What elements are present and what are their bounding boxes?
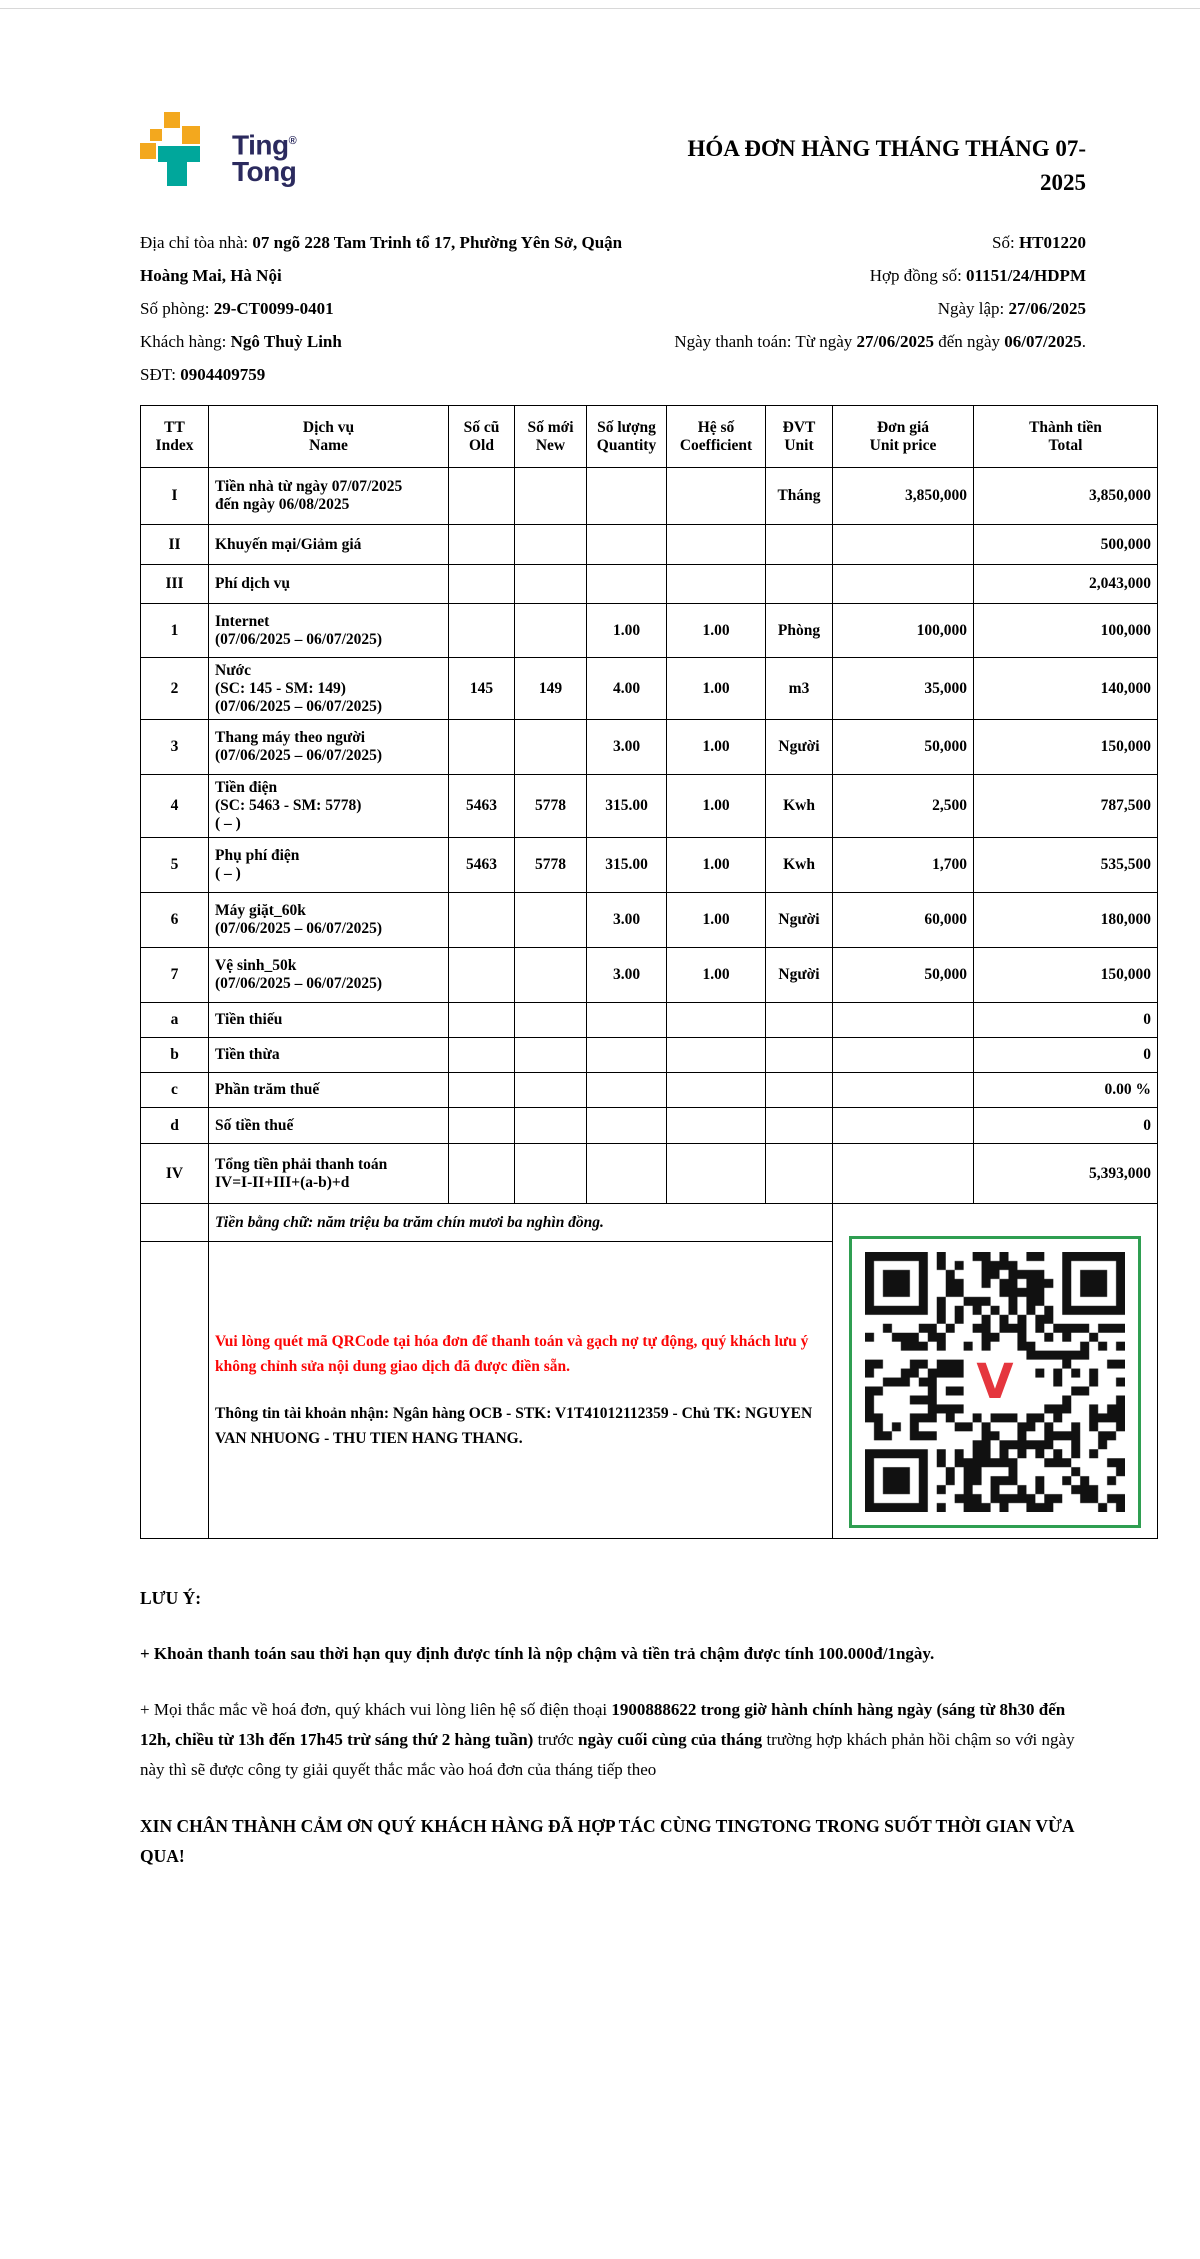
cell-coefficient: 1.00	[667, 893, 766, 948]
meta-right	[625, 226, 1157, 391]
thank-you-message: XIN CHÂN THÀNH CẢM ƠN QUÝ KHÁCH HÀNG ĐÃ HỢP TÁC CÙNG TINGTONG TRONG SUỐT THỜI GIAN VỪA QUA!	[140, 1816, 1074, 1866]
cell-service: Internet (07/06/2025 – 06/07/2025)	[209, 604, 449, 658]
cell-grand-total: 5,393,000	[974, 1144, 1158, 1204]
cell-unit-price	[833, 565, 974, 604]
qr-warning-text: Vui lòng quét mã QRCode tại hóa đơn để thanh toán và gạch nợ tự động, quý khách lưu ý không chỉnh sửa nội dung giao dịch đã được điền sẵn.	[215, 1333, 809, 1376]
cell-total: 180,000	[974, 893, 1158, 948]
cell-unit-price: 3,850,000	[833, 468, 974, 525]
cell-old	[449, 1144, 515, 1204]
cell-unit-price: 50,000	[833, 720, 974, 775]
cell-quantity: 3.00	[587, 893, 667, 948]
col-unit-price: Đơn giá Unit price	[833, 406, 974, 468]
cell-total: 140,000	[974, 658, 1158, 720]
cell-unit	[766, 1108, 833, 1144]
cell-old	[449, 604, 515, 658]
cell-unit-price	[833, 1073, 974, 1108]
cell-total: 150,000	[974, 720, 1158, 775]
cell-index: IV	[141, 1144, 209, 1204]
cell-service: Phụ phí điện ( – )	[209, 838, 449, 893]
cell-unit: Tháng	[766, 468, 833, 525]
table-row	[141, 1003, 1158, 1038]
cell-service: Tiền thừa	[209, 1038, 449, 1073]
col-unit: ĐVT Unit	[766, 406, 833, 468]
cell-service: Máy giặt_60k (07/06/2025 – 06/07/2025)	[209, 893, 449, 948]
table-row	[141, 1108, 1158, 1144]
col-quantity: Số lượng Quantity	[587, 406, 667, 468]
cell-new	[515, 525, 587, 565]
customer-phone: SĐT: 0904409759	[140, 365, 266, 384]
cell-coefficient	[667, 1144, 766, 1204]
meta-left	[140, 226, 625, 391]
cell-unit: m3	[766, 658, 833, 720]
cell-unit: Kwh	[766, 838, 833, 893]
cell-quantity: 3.00	[587, 720, 667, 775]
brand-line1: Ting	[232, 129, 289, 161]
late-payment-note: + Khoản thanh toán sau thời hạn quy định được tính là nộp chậm và tiền trả chậm được tính 100.000đ/1ngày.	[140, 1644, 935, 1663]
cell-unit-price: 35,000	[833, 658, 974, 720]
cell-service: Khuyến mại/Giảm giá	[209, 525, 449, 565]
cell-index: a	[141, 1003, 209, 1038]
cell-coefficient: 1.00	[667, 604, 766, 658]
cell-index: 6	[141, 893, 209, 948]
notes-heading: LƯU Ý:	[140, 1588, 202, 1608]
cell-total: 100,000	[974, 604, 1158, 658]
cell-new: 5778	[515, 775, 587, 838]
cell-service: Tiền thiếu	[209, 1003, 449, 1038]
cell-quantity: 4.00	[587, 658, 667, 720]
cell-unit-price	[833, 1144, 974, 1204]
table-row	[141, 838, 1158, 893]
qr-code-cell	[833, 1204, 1158, 1539]
vietqr-logo-icon: V	[965, 1352, 1025, 1412]
cell-new	[515, 1108, 587, 1144]
brand-line2: Tong	[232, 156, 297, 188]
cell-new	[515, 720, 587, 775]
cell-index: 3	[141, 720, 209, 775]
cell-new	[515, 893, 587, 948]
cell-index: c	[141, 1073, 209, 1108]
cell-old	[449, 1108, 515, 1144]
cell-unit	[766, 1144, 833, 1204]
cell-quantity: 1.00	[587, 604, 667, 658]
invoice-title: HÓA ĐƠN HÀNG THÁNG THÁNG 07-2025	[687, 136, 1086, 195]
cell-unit-price	[833, 1108, 974, 1144]
cell-new	[515, 1038, 587, 1073]
cell-total: 0.00 %	[974, 1073, 1158, 1108]
table-header-row	[141, 406, 1158, 468]
customer-name: Khách hàng: Ngô Thuỳ Linh	[140, 332, 342, 351]
cell-old	[449, 948, 515, 1003]
cell-coefficient	[667, 1108, 766, 1144]
invoice-meta	[140, 226, 1157, 391]
cell-unit-price: 100,000	[833, 604, 974, 658]
cell-coefficient	[667, 1073, 766, 1108]
table-row	[141, 720, 1158, 775]
invoice-header	[140, 112, 1157, 200]
cell-service: Thang máy theo người (07/06/2025 – 06/07/2025)	[209, 720, 449, 775]
cell-quantity	[587, 565, 667, 604]
cell-unit	[766, 565, 833, 604]
cell-coefficient: 1.00	[667, 658, 766, 720]
table-row	[141, 893, 1158, 948]
cell-quantity	[587, 1108, 667, 1144]
cell-unit	[766, 1003, 833, 1038]
cell-new: 149	[515, 658, 587, 720]
table-row	[141, 565, 1158, 604]
hotline-note: + Mọi thắc mắc về hoá đơn, quý khách vui lòng liên hệ số điện thoại 1900888622 trong giờ hành chính hàng ngày (sáng từ 8h30 đến 12h, chiều từ 13h đến 17h45 trừ sáng thứ 2 hàng tuần) trước ngày cuối cùng của tháng trường hợp khách phản hồi chậm so với ngày này thì sẽ được công ty giải quyết thắc mắc vào hoá đơn của tháng tiếp theo	[140, 1700, 1075, 1779]
contract-number: Hợp đồng số: 01151/24/HDPM	[869, 266, 1086, 285]
cell-service: Nước (SC: 145 - SM: 149) (07/06/2025 – 06/07/2025)	[209, 658, 449, 720]
table-row	[141, 604, 1158, 658]
amount-in-words-row	[141, 1204, 1158, 1242]
col-service: Dịch vụ Name	[209, 406, 449, 468]
cell-old	[449, 1003, 515, 1038]
cell-old	[449, 893, 515, 948]
table-row	[141, 658, 1158, 720]
cell-old: 145	[449, 658, 515, 720]
col-coefficient: Hệ số Coefficient	[667, 406, 766, 468]
cell-index: b	[141, 1038, 209, 1073]
cell-quantity	[587, 1003, 667, 1038]
cell-index: 7	[141, 948, 209, 1003]
cell-total: 2,043,000	[974, 565, 1158, 604]
cell-coefficient	[667, 565, 766, 604]
cell-coefficient: 1.00	[667, 720, 766, 775]
cell-old	[449, 565, 515, 604]
cell-unit-price	[833, 1038, 974, 1073]
cell-coefficient: 1.00	[667, 838, 766, 893]
issue-date: Ngày lập: 27/06/2025	[937, 299, 1086, 318]
cell-unit-price: 2,500	[833, 775, 974, 838]
cell-index: d	[141, 1108, 209, 1144]
cell-new	[515, 1144, 587, 1204]
cell-unit-price: 60,000	[833, 893, 974, 948]
cell-old	[449, 720, 515, 775]
table-row-grand-total	[141, 1144, 1158, 1204]
cell-quantity	[587, 468, 667, 525]
cell-index	[141, 1204, 209, 1242]
cell-index: II	[141, 525, 209, 565]
cell-service: Số tiền thuế	[209, 1108, 449, 1144]
cell-index	[141, 1242, 209, 1539]
cell-new: 5778	[515, 838, 587, 893]
table-row	[141, 525, 1158, 565]
cell-total: 150,000	[974, 948, 1158, 1003]
cell-old	[449, 525, 515, 565]
cell-quantity: 315.00	[587, 775, 667, 838]
cell-unit: Phòng	[766, 604, 833, 658]
table-row	[141, 775, 1158, 838]
cell-unit-price: 1,700	[833, 838, 974, 893]
cell-old: 5463	[449, 838, 515, 893]
cell-total: 535,500	[974, 838, 1158, 893]
cell-new	[515, 565, 587, 604]
cell-quantity	[587, 1038, 667, 1073]
cell-coefficient	[667, 1003, 766, 1038]
cell-index: I	[141, 468, 209, 525]
table-row	[141, 1038, 1158, 1073]
cell-total: 0	[974, 1003, 1158, 1038]
col-new: Số mới New	[515, 406, 587, 468]
cell-coefficient: 1.00	[667, 775, 766, 838]
cell-total: 0	[974, 1108, 1158, 1144]
cell-service: Phí dịch vụ	[209, 565, 449, 604]
cell-quantity: 315.00	[587, 838, 667, 893]
cell-total: 787,500	[974, 775, 1158, 838]
col-total: Thành tiền Total	[974, 406, 1158, 468]
table-row	[141, 468, 1158, 525]
registered-mark: ®	[288, 135, 297, 147]
cell-coefficient	[667, 1038, 766, 1073]
cell-total: 0	[974, 1038, 1158, 1073]
bank-account-info: Thông tin tài khoản nhận: Ngân hàng OCB - STK: V1T41012112359 - Chủ TK: NGUYEN VAN NHUONG - THU TIEN HANG THANG.	[215, 1405, 813, 1448]
cell-old: 5463	[449, 775, 515, 838]
amount-in-words: Tiền bằng chữ: năm triệu ba trăm chín mươi ba nghìn đồng.	[209, 1204, 833, 1242]
cell-new	[515, 468, 587, 525]
cell-service: Tổng tiền phải thanh toán IV=I-II+III+(a-b)+d	[209, 1144, 449, 1204]
cell-coefficient: 1.00	[667, 948, 766, 1003]
cell-new	[515, 948, 587, 1003]
cell-quantity: 3.00	[587, 948, 667, 1003]
cell-unit	[766, 1073, 833, 1108]
cell-index: 2	[141, 658, 209, 720]
cell-new	[515, 604, 587, 658]
cell-index: III	[141, 565, 209, 604]
cell-unit: Người	[766, 893, 833, 948]
cell-quantity	[587, 525, 667, 565]
cell-index: 5	[141, 838, 209, 893]
cell-unit-price: 50,000	[833, 948, 974, 1003]
col-index: TT Index	[141, 406, 209, 468]
cell-quantity	[587, 1073, 667, 1108]
tingtong-pixel-icon	[140, 112, 218, 190]
cell-service: Phần trăm thuế	[209, 1073, 449, 1108]
payment-instructions	[209, 1242, 833, 1539]
qr-code	[849, 1236, 1141, 1528]
table-row	[141, 1073, 1158, 1108]
cell-unit-price	[833, 1003, 974, 1038]
cell-quantity	[587, 1144, 667, 1204]
room-number: Số phòng: 29-CT0099-0401	[140, 299, 334, 318]
cell-index: 1	[141, 604, 209, 658]
cell-total: 3,850,000	[974, 468, 1158, 525]
cell-service: Tiền điện (SC: 5463 - SM: 5778) ( – )	[209, 775, 449, 838]
invoice-table	[140, 405, 1158, 1539]
cell-unit	[766, 525, 833, 565]
cell-index: 4	[141, 775, 209, 838]
tingtong-logo	[140, 112, 296, 200]
cell-coefficient	[667, 525, 766, 565]
cell-new	[515, 1073, 587, 1108]
cell-unit: Người	[766, 720, 833, 775]
cell-old	[449, 1038, 515, 1073]
cell-service: Tiền nhà từ ngày 07/07/2025 đến ngày 06/08/2025	[209, 468, 449, 525]
cell-new	[515, 1003, 587, 1038]
cell-service: Vệ sinh_50k (07/06/2025 – 06/07/2025)	[209, 948, 449, 1003]
invoice-number: Số: HT01220	[992, 233, 1086, 252]
cell-unit-price	[833, 525, 974, 565]
payment-period: Ngày thanh toán: Từ ngày 27/06/2025 đến ngày 06/07/2025.	[674, 332, 1086, 351]
tingtong-wordmark	[232, 128, 297, 188]
col-old: Số cũ Old	[449, 406, 515, 468]
footer-notes	[140, 1583, 1086, 1871]
cell-unit: Người	[766, 948, 833, 1003]
cell-coefficient	[667, 468, 766, 525]
cell-unit: Kwh	[766, 775, 833, 838]
cell-unit	[766, 1038, 833, 1073]
cell-old	[449, 1073, 515, 1108]
cell-total: 500,000	[974, 525, 1158, 565]
table-row	[141, 948, 1158, 1003]
building-address: Địa chỉ tòa nhà: 07 ngõ 228 Tam Trinh tổ 17, Phường Yên Sở, Quận Hoàng Mai, Hà Nội	[140, 233, 623, 285]
cell-old	[449, 468, 515, 525]
